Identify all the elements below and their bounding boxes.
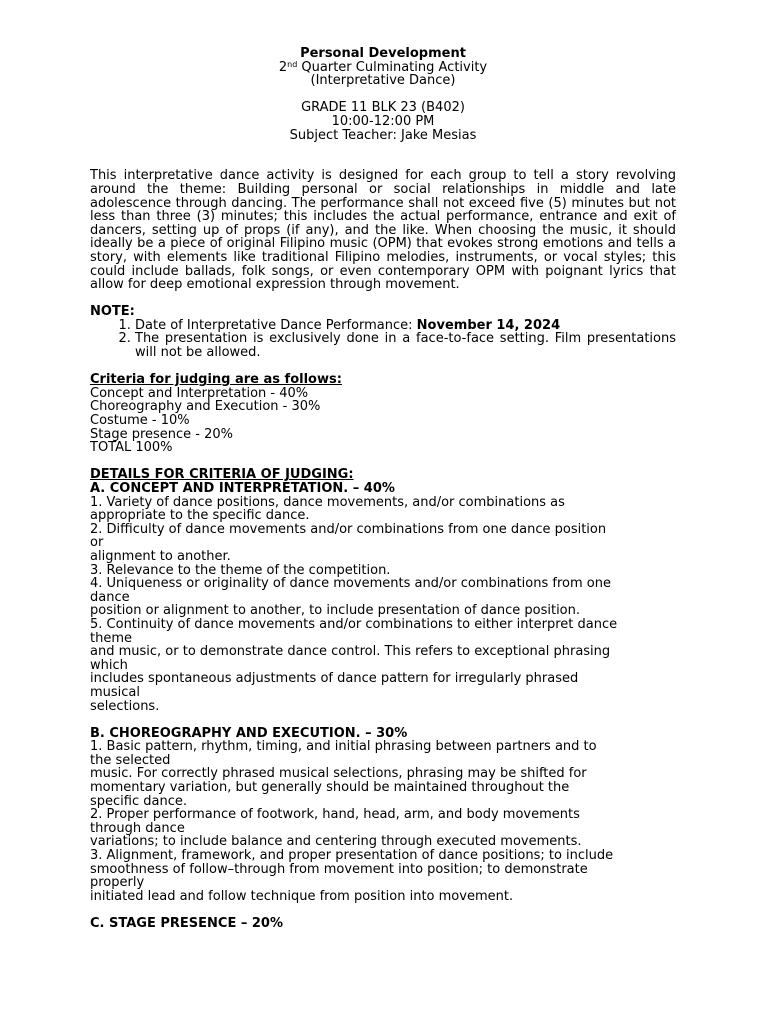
quarter-label: Quarter Culminating Activity bbox=[297, 59, 488, 75]
section-a-title: A. CONCEPT AND INTERPRETATION. – 40% bbox=[90, 481, 395, 496]
criteria-detail-line: musical bbox=[90, 684, 141, 700]
details-heading: DETAILS FOR CRITERIA OF JUDGING: bbox=[90, 467, 354, 483]
criteria-detail-line: 2. Proper performance of footwork, hand, head, arm, and body movements bbox=[90, 807, 580, 823]
grade-section: GRADE 11 BLK 23 (B402) bbox=[301, 100, 465, 116]
criteria-detail-line: variations; to include balance and centering through executed movements. bbox=[90, 834, 582, 850]
criteria-detail-line: music. For correctly phrased musical selections, phrasing may be shifted for bbox=[90, 766, 587, 782]
section-a-body bbox=[90, 496, 676, 714]
criteria-detail-line: initiated lead and follow technique from position into movement. bbox=[90, 888, 514, 904]
note-label: NOTE: bbox=[90, 304, 135, 320]
criteria-detail-line: 5. Continuity of dance movements and/or combinations to either interpret dance bbox=[90, 616, 618, 632]
criteria-detail-line: specific dance. bbox=[90, 793, 187, 809]
criteria-detail-line: appropriate to the specific dance. bbox=[90, 508, 310, 524]
note-item-date bbox=[135, 319, 676, 333]
note-item-presentation: 2. The presentation is exclusively done in a face-to-face setting. Film presentations will not be allowed. bbox=[135, 332, 676, 359]
criteria-detail-line: and music, or to demonstrate dance control. This refers to exceptional phrasing bbox=[90, 644, 611, 660]
criteria-detail-line: dance bbox=[90, 589, 130, 605]
intro-paragraph: This interpretative dance activity is designed for each group to tell a story revolving around the theme: Building personal or social relationships in middle and late adolescence through dancing. The performance shall not exceed five (5) minutes but not less than three (3) minutes; this includes the actual performance, entrance and exit of dancers, setting up of props (if any), and the like. When choosing the music, it should ideally be a piece of original Filipino music (OPM) that evokes strong emotions and tells a story, with elements like traditional Filipino melodies, instruments, or vocal styles; this could include ballads, folk songs, or even contemporary OPM with poignant lyrics that allow for deep emotional expression through movement. bbox=[90, 168, 676, 293]
criteria-section bbox=[90, 373, 676, 455]
criteria-item: Costume - 10% bbox=[90, 413, 190, 429]
section-b-title: B. CHOREOGRAPHY AND EXECUTION. – 30% bbox=[90, 725, 408, 741]
criteria-detail-line: position or alignment to another, to include presentation of dance position. bbox=[90, 603, 581, 619]
criteria-total: TOTAL 100% bbox=[90, 440, 173, 456]
quarter-line bbox=[90, 61, 676, 75]
document-title: Personal Development bbox=[300, 46, 466, 61]
criteria-detail-line: 4. Uniqueness or originality of dance movements and/or combinations from one bbox=[90, 576, 611, 592]
criteria-detail-line: through dance bbox=[90, 820, 185, 836]
criteria-detail-line: alignment to another. bbox=[90, 548, 231, 564]
criteria-item: Stage presence - 20% bbox=[90, 426, 234, 442]
document-page bbox=[90, 47, 676, 931]
document-subtitle: (Interpretative Dance) bbox=[310, 73, 456, 89]
note-section bbox=[90, 305, 676, 359]
criteria-detail-line: the selected bbox=[90, 752, 171, 768]
document-header bbox=[90, 47, 676, 142]
quarter-number: 2 bbox=[278, 59, 288, 75]
section-b-body bbox=[90, 740, 676, 903]
criteria-detail-line: or bbox=[90, 535, 104, 551]
criteria-heading: Criteria for judging are as follows: bbox=[90, 372, 342, 388]
criteria-item: Choreography and Execution - 30% bbox=[90, 399, 321, 415]
criteria-detail-line: momentary variation, but generally should be maintained throughout the bbox=[90, 780, 570, 796]
criteria-item: Concept and Interpretation - 40% bbox=[90, 385, 309, 401]
performance-date: November 14, 2024 bbox=[416, 317, 561, 333]
criteria-detail-line: 2. Difficulty of dance movements and/or combinations from one dance position bbox=[90, 521, 607, 537]
criteria-detail-line: 3. Relevance to the theme of the competition. bbox=[90, 562, 391, 578]
criteria-detail-line: includes spontaneous adjustments of dance pattern for irregularly phrased bbox=[90, 671, 579, 687]
note-list bbox=[90, 319, 676, 360]
criteria-detail-line: which bbox=[90, 657, 128, 673]
subject-teacher: Subject Teacher: Jake Mesias bbox=[289, 127, 477, 143]
criteria-detail-line: smoothness of follow–through from movement into position; to demonstrate bbox=[90, 861, 588, 877]
note-date-text: Date of Interpretative Dance Performance: bbox=[135, 317, 417, 333]
quarter-ordinal: nd bbox=[287, 59, 298, 69]
criteria-detail-line: theme bbox=[90, 630, 132, 646]
details-section bbox=[90, 468, 676, 930]
criteria-detail-line: 3. Alignment, framework, and proper presentation of dance positions; to include bbox=[90, 848, 614, 864]
criteria-detail-line: 1. Variety of dance positions, dance movements, and/or combinations as bbox=[90, 494, 565, 510]
schedule-time: 10:00-12:00 PM bbox=[331, 113, 435, 129]
section-c-title: C. STAGE PRESENCE – 20% bbox=[90, 916, 283, 931]
criteria-detail-line: 1. Basic pattern, rhythm, timing, and initial phrasing between partners and to bbox=[90, 739, 597, 755]
criteria-detail-line: selections. bbox=[90, 698, 160, 714]
criteria-detail-line: properly bbox=[90, 875, 145, 891]
